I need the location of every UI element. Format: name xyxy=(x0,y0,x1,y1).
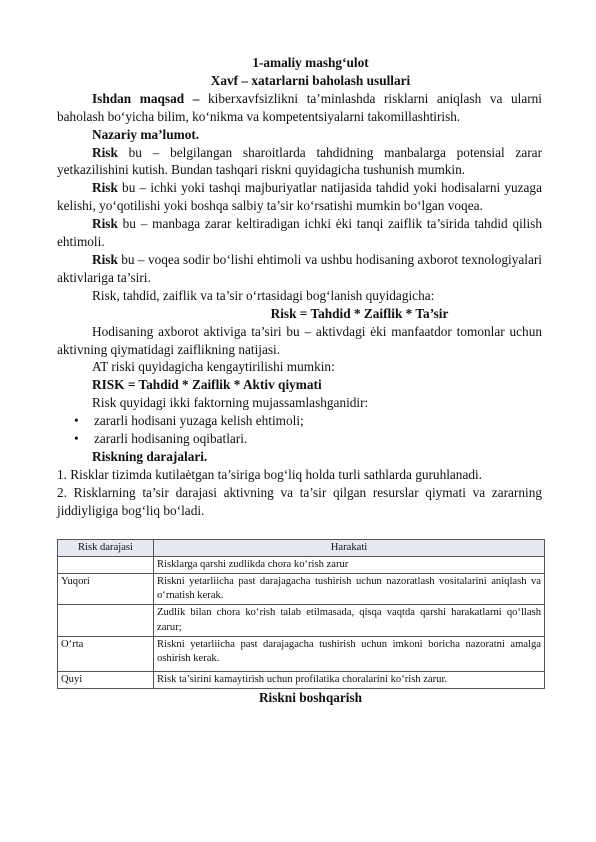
list-item xyxy=(57,412,542,430)
risk-level-cell xyxy=(58,556,154,573)
list-item xyxy=(57,430,542,448)
definition-text: bu – ichki yoki tashqi majburiyatlar natijasida tahdid yoki hodisalarni yuzaga kelishi, yo‘qotilishi yoki boshqa salbiy ta’sir ko‘rsatishi mumkin bo‘lgan voqea. xyxy=(57,180,542,214)
table-row xyxy=(58,672,545,689)
levels-heading: Riskning darajalari. xyxy=(92,448,208,464)
impact-paragraph: Hodisaning axborot aktiviga ta’siri bu – aktivdagi ėki manfaatdor tomonlar uchun aktivning qiymatidagi zaiflikning natijasi. xyxy=(57,323,542,357)
definition-paragraph xyxy=(57,215,542,251)
bullet-text: zararli hodisani yuzaga kelish ehtimoli; xyxy=(94,413,304,429)
extended-risk-formula: RISK = Tahdid * Zaiflik * Aktiv qiymati xyxy=(92,377,322,393)
action-cell: Zudlik bilan chora ko‘rish talab etilmasada, qisqa vaqtda qarshi harakatlarni qo‘llash zarur; xyxy=(154,605,545,636)
numbered-item: 1. Risklar tizimda kutilaėtgan ta’siriga bog‘liq holda turli sathlarda guruhlanadi. xyxy=(57,466,483,482)
definition-term: Risk xyxy=(92,180,118,196)
definition-text: bu – voqea sodir bo‘lishi ehtimoli va ushbu hodisaning axborot texnologiyalari aktivlariga ta’siri. xyxy=(57,251,542,285)
goal-label: Ishdan maqsad – xyxy=(92,90,200,106)
factor-list xyxy=(57,412,542,448)
bullet-icon: • xyxy=(74,413,79,429)
action-cell: Riskni yetarliicha past darajagacha tushirish uchun imkoni boricha nazoratni amalga oshirish kerak. xyxy=(154,636,545,671)
practice-title: 1-amaliy mashg‘ulot xyxy=(252,55,369,70)
relation-text: Risk, tahdid, zaiflik va ta’sir o‘rtasidagi bog‘lanish quyidagicha: xyxy=(92,287,435,303)
numbered-item: 2. Risklarning ta’sir darajasi aktivning va ta’sir qilgan resurslar qiymati va zararning jiddiyligiga bog‘liq bo‘ladi. xyxy=(57,484,542,518)
section-heading: Riskni boshqarish xyxy=(258,690,363,706)
bullet-text: zararli hodisaning oqibatlari. xyxy=(94,431,248,447)
bullet-icon: • xyxy=(74,431,79,447)
definition-paragraph xyxy=(57,251,542,287)
table-row xyxy=(58,605,545,636)
risk-level-cell: O‘rta xyxy=(58,636,154,671)
goal-paragraph xyxy=(57,90,542,126)
definition-term: Risk xyxy=(92,144,118,160)
action-cell: Risklarga qarshi zudlikda chora ko‘rish zarur xyxy=(154,556,545,573)
risk-formula: Risk = Tahdid * Zaiflik * Ta’sir xyxy=(270,305,449,321)
goal-text: kiberxavfsizlikni ta’minlashda risklarni aniqlash va ularni baholash bo‘yicha bilim, ko‘nikma va kompetentsiyalarni takomillashtirish. xyxy=(57,90,542,124)
factors-text: Risk quyidagi ikki faktorning mujassamlashganidir: xyxy=(92,395,369,411)
definition-text: bu – manbaga zarar keltiradigan ichki ėki tanqi zaiflik ta’sirida tahdid qilish ehtimoli. xyxy=(57,216,542,250)
definition-term: Risk xyxy=(92,216,118,232)
column-header-level: Risk darajasi xyxy=(58,539,154,556)
at-risk-text: AT riski quyidagicha kengaytirilishi mumkin: xyxy=(92,359,335,375)
definition-paragraph xyxy=(57,179,542,215)
risk-levels-table xyxy=(57,539,545,690)
definition-paragraph xyxy=(57,144,542,180)
risk-level-cell: Yuqori xyxy=(58,573,154,604)
action-cell: Riskni yetarliicha past darajagacha tushirish uchun nazoratlash vositalarini aniqlash va o‘rnatish kerak. xyxy=(154,573,545,604)
risk-level-cell: Quyi xyxy=(58,672,154,689)
topic-title: Xavf – xatarlarni baholash usullari xyxy=(210,72,411,88)
definition-term: Risk xyxy=(92,251,118,267)
action-cell: Risk ta’sirini kamaytirish uchun profilatika choralarini ko‘rish zarur. xyxy=(154,672,545,689)
theory-heading: Nazariy ma’lumot. xyxy=(92,126,200,142)
definition-text: bu – belgilangan sharoitlarda tahdidning manbalarga potensial zarar yetkazilishini kutish. Bundan tashqari riskni quyidagicha tushunish mumkin. xyxy=(57,144,542,178)
column-header-action: Harakati xyxy=(154,539,545,556)
table-row xyxy=(58,573,545,604)
risk-level-cell xyxy=(58,605,154,636)
table-row xyxy=(58,636,545,671)
table-row xyxy=(58,556,545,573)
table-header-row xyxy=(58,539,545,556)
